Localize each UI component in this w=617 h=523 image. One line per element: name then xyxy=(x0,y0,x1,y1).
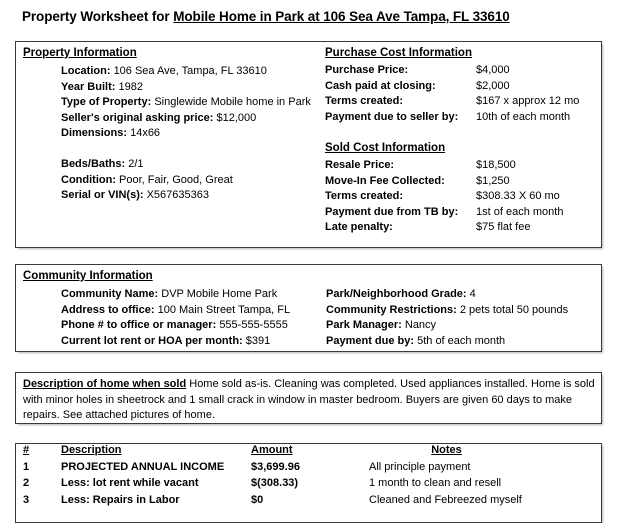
income-table-header-row xyxy=(16,444,601,461)
community-info-value: Nancy xyxy=(404,319,437,331)
cell-notes: 1 month to clean and resell xyxy=(369,477,502,489)
property-info-label: Condition: xyxy=(61,173,116,186)
community-info-label: Park Manager: xyxy=(326,319,402,331)
property-info-row xyxy=(61,95,311,111)
sold-cost-label: Move-In Fee Collected: xyxy=(325,174,445,187)
property-info-label: Beds/Baths: xyxy=(61,158,126,170)
property-info-row xyxy=(61,157,233,173)
cell-number: 3 xyxy=(23,493,30,506)
community-info-label: Payment due by: xyxy=(326,334,415,347)
community-info-label: Phone # to office or manager: xyxy=(61,319,217,331)
cell-number: 2 xyxy=(23,477,30,489)
property-info-label: Type of Property: xyxy=(61,96,152,108)
community-info-row xyxy=(326,334,568,350)
community-info-value: 555-555-5555 xyxy=(219,319,288,331)
purchase-cost-value: $2,000 xyxy=(476,79,510,92)
property-info-label: Seller's original asking price: xyxy=(61,111,214,124)
property-info-value: X567635363 xyxy=(146,189,209,201)
community-info-row xyxy=(326,318,568,334)
description-heading: Description of home when sold xyxy=(23,378,187,390)
income-table-body xyxy=(16,461,601,511)
cell-description: PROJECTED ANNUAL INCOME xyxy=(61,460,225,473)
purchase-cost-value: 10th of each month xyxy=(476,110,571,123)
cell-amount: $(308.33) xyxy=(251,477,299,489)
community-info-label: Community Name: xyxy=(61,288,159,300)
purchase-cost-label: Purchase Price: xyxy=(325,64,409,76)
page-title-subject: Mobile Home in Park at 106 Sea Ave Tampa, FL 33610 xyxy=(173,9,510,24)
property-information-rows-primary xyxy=(61,64,311,142)
community-info-value: 2 pets total 50 pounds xyxy=(459,303,569,316)
community-info-value: DVP Mobile Home Park xyxy=(161,288,278,300)
property-info-row xyxy=(61,111,311,127)
column-header-number: # xyxy=(23,444,30,456)
description-panel xyxy=(15,372,602,424)
purchase-cost-label: Terms created: xyxy=(325,95,404,107)
column-header-notes: Notes xyxy=(431,444,462,456)
community-info-row xyxy=(326,287,568,303)
purchase-cost-label: Payment due to seller by: xyxy=(325,110,459,123)
property-info-value: 2/1 xyxy=(128,158,144,170)
property-info-value: Poor, Fair, Good, Great xyxy=(119,173,233,186)
cell-notes: All principle payment xyxy=(369,460,471,473)
cell-notes: Cleaned and Febreezed myself xyxy=(369,493,522,506)
community-info-row xyxy=(326,303,568,319)
community-info-value: 5th of each month xyxy=(417,334,506,347)
property-information-heading: Property Information xyxy=(23,47,137,59)
property-info-value: Singlewide Mobile home in Park xyxy=(154,96,311,108)
income-table-panel xyxy=(15,443,602,523)
property-info-row xyxy=(61,80,311,96)
page-title-prefix: Property Worksheet for xyxy=(22,9,174,24)
description-body xyxy=(23,377,595,424)
table-row xyxy=(16,461,601,478)
community-information-heading: Community Information xyxy=(23,270,153,282)
sold-cost-label: Payment due from TB by: xyxy=(325,205,459,218)
community-info-label: Current lot rent or HOA per month: xyxy=(61,334,243,347)
table-row xyxy=(16,477,601,494)
property-info-label: Location: xyxy=(61,65,111,77)
purchase-cost-information-heading: Purchase Cost Information xyxy=(325,47,472,59)
property-info-value: 106 Sea Ave, Tampa, FL 33610 xyxy=(113,65,267,77)
cell-amount: $0 xyxy=(251,493,264,506)
sold-cost-label: Late penalty: xyxy=(325,221,393,233)
column-header-amount: Amount xyxy=(251,444,293,456)
community-information-rows-left xyxy=(61,287,290,349)
property-info-label: Dimensions: xyxy=(61,127,128,139)
sold-cost-value: 1st of each month xyxy=(476,205,564,218)
property-info-label: Serial or VIN(s): xyxy=(61,189,144,201)
property-information-rows-secondary xyxy=(61,157,233,204)
sold-cost-label: Resale Price: xyxy=(325,159,395,171)
property-info-value: 14x66 xyxy=(130,127,161,139)
community-info-row xyxy=(61,318,290,334)
community-info-value: 4 xyxy=(469,288,476,300)
community-info-label: Address to office: xyxy=(61,303,155,316)
property-info-row xyxy=(61,126,311,142)
cell-description: Less: lot rent while vacant xyxy=(61,477,199,489)
income-table xyxy=(16,444,601,510)
purchase-cost-label: Cash paid at closing: xyxy=(325,79,436,92)
purchase-cost-value: $4,000 xyxy=(476,64,510,76)
community-info-label: Park/Neighborhood Grade: xyxy=(326,288,467,300)
column-header-description: Description xyxy=(61,444,122,456)
property-info-value: $12,000 xyxy=(216,111,257,124)
cell-number: 1 xyxy=(23,460,30,473)
sold-cost-value: $1,250 xyxy=(476,174,510,187)
sold-cost-label: Terms created: xyxy=(325,190,404,202)
cell-amount: $3,699.96 xyxy=(251,460,300,473)
property-info-label: Year Built: xyxy=(61,80,116,93)
property-info-row xyxy=(61,188,233,204)
cell-description: Less: Repairs in Labor xyxy=(61,493,180,506)
community-info-row xyxy=(61,303,290,319)
property-info-value: 1982 xyxy=(118,80,143,93)
property-info-row xyxy=(61,64,311,80)
community-info-row xyxy=(61,287,290,303)
sold-cost-value: $75 flat fee xyxy=(476,221,531,233)
community-information-panel xyxy=(15,264,602,352)
community-info-row xyxy=(61,334,290,350)
community-info-label: Community Restrictions: xyxy=(326,303,457,316)
community-info-value: $391 xyxy=(245,334,271,347)
community-information-rows-right xyxy=(326,287,568,349)
page-title xyxy=(22,9,510,24)
purchase-cost-value: $167 x approx 12 mo xyxy=(476,95,580,107)
property-and-cost-panel xyxy=(15,41,602,248)
sold-cost-information-heading: Sold Cost Information xyxy=(325,142,446,154)
description-text: Home sold as-is. Cleaning was completed. Used appliances installed. Home is sold with minor holes in sheetrock and 1 small crack in window in master bedroom. Buyers are given 60 days to make repairs. See attached pictures of home. xyxy=(23,378,595,421)
community-info-value: 100 Main Street Tampa, FL xyxy=(157,303,291,316)
property-info-row xyxy=(61,173,233,189)
table-row xyxy=(16,494,601,511)
sold-cost-value: $308.33 X 60 mo xyxy=(476,190,560,202)
sold-cost-value: $18,500 xyxy=(476,159,516,171)
